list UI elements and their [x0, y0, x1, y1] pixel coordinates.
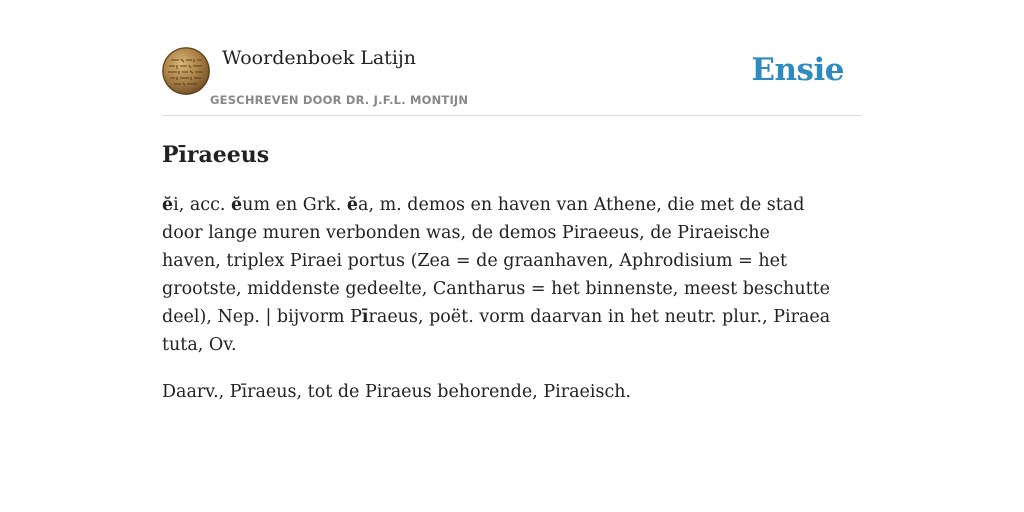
definition-marker: ĕ: [346, 195, 359, 215]
latin-inscription-medallion-icon[interactable]: [162, 47, 210, 95]
dictionary-entry: [162, 138, 862, 406]
headword-part: P: [162, 142, 179, 168]
entry-definition: [162, 191, 832, 359]
headword-long-vowel: ī: [178, 142, 187, 168]
author-credit: GESCHREVEN DOOR DR. J.F.L. MONTIJN: [210, 93, 469, 107]
definition-marker: ī: [361, 307, 369, 327]
dictionary-title[interactable]: Woordenboek Latijn: [222, 47, 417, 69]
definition-text: raeus, poët. vorm daarvan in het neutr. plur., Piraea tuta, Ov.: [162, 307, 831, 355]
entry-headword: [162, 138, 862, 172]
ensie-logo[interactable]: Ensie: [751, 52, 844, 88]
definition-text: a, m. demos en haven van Athene, die met de stad door lange muren verbonden was, de demos Piraeeus, de Piraeische haven, triplex Piraei portus (Zea = de graanhaven, Aphrodisium = het grootste, middenste gedeelte, Cantharus = het binnenste, meest beschutte deel), Nep. | bijvorm P: [162, 195, 831, 327]
definition-marker: ĕ: [162, 195, 174, 215]
definition-text: i, acc.: [173, 195, 232, 215]
entry-derivation: Daarv., Pīraeus, tot de Piraeus behorende, Piraeisch.: [162, 382, 632, 402]
headword-part: raeeus: [186, 142, 270, 168]
definition-text: um en Grk.: [242, 195, 347, 215]
site-header: [162, 46, 862, 116]
definition-marker: ĕ: [231, 195, 243, 215]
